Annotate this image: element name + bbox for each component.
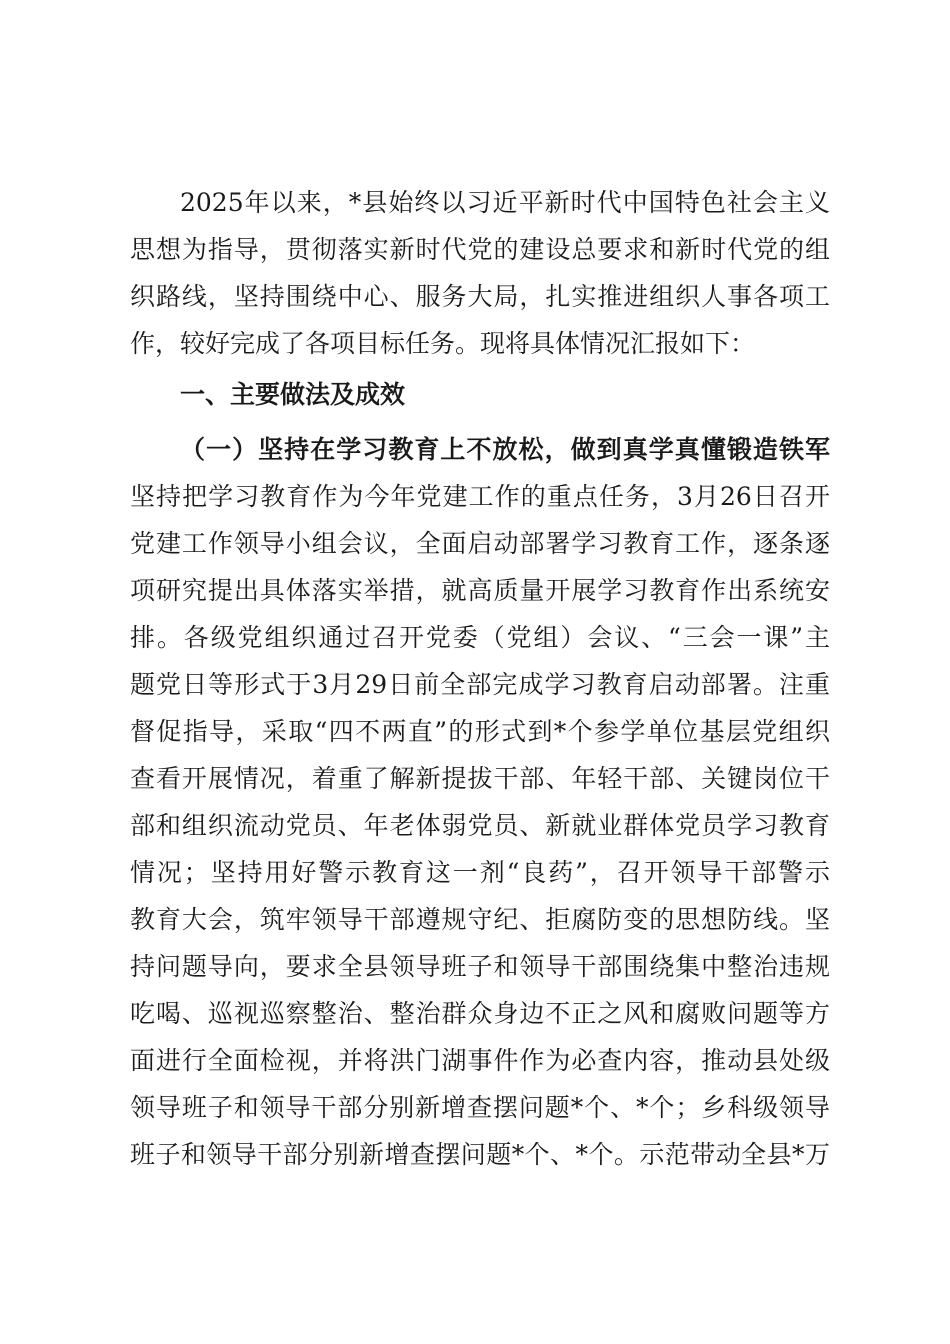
body-line-12: 吃喝、巡视巡察整治、整治群众身边不正之风和腐败问题等方 xyxy=(130,999,830,1028)
intro-line-3: 织路线，坚持围绕中心、服务大局，扎实推进组织人事各项工 xyxy=(130,282,830,311)
intro-line-1: 2025年以来，*县始终以习近平新时代中国特色社会主义 xyxy=(180,188,830,217)
body-line-7: 查看开展情况，着重了解新提拔干部、年轻干部、关键岗位干 xyxy=(130,764,830,793)
body-line-8: 部和组织流动党员、年老体弱党员、新就业群体党员学习教育 xyxy=(130,811,830,840)
intro-line-2: 思想为指导，贯彻落实新时代党的建设总要求和新时代党的组 xyxy=(130,235,830,264)
body-line-10: 教育大会，筑牢领导干部遵规守纪、拒腐防变的思想防线。坚 xyxy=(130,905,830,934)
body-line-6: 督促指导，采取“四不两直”的形式到*个参学单位基层党组织 xyxy=(130,717,830,746)
body-line-9: 情况；坚持用好警示教育这一剂“良药”，召开领导干部警示 xyxy=(130,858,830,887)
body-line-2: 党建工作领导小组会议，全面启动部署学习教育工作，逐条逐 xyxy=(130,529,830,558)
body-line-14: 领导班子和领导干部分别新增查摆问题*个、*个；乡科级领导 xyxy=(130,1093,830,1122)
body-line-5: 题党日等形式于3月29日前全部完成学习教育启动部署。注重 xyxy=(130,670,830,699)
intro-line-4: 作，较好完成了各项目标任务。现将具体情况汇报如下： xyxy=(130,329,756,358)
body-line-15: 班子和领导干部分别新增查摆问题*个、*个。示范带动全县*万 xyxy=(130,1140,830,1169)
body-line-13: 面进行全面检视，并将洪门湖事件作为必查内容，推动县处级 xyxy=(130,1046,830,1075)
subsection-heading: （一）坚持在学习教育上不放松，做到真学真懂锻造铁军 xyxy=(180,435,830,464)
body-line-11: 持问题导向，要求全县领导班子和领导干部围绕集中整治违规 xyxy=(130,952,830,981)
body-line-3: 项研究提出具体落实举措，就高质量开展学习教育作出系统安 xyxy=(130,576,830,605)
section-heading: 一、主要做法及成效 xyxy=(180,380,406,409)
body-line-1: 坚持把学习教育作为今年党建工作的重点任务，3月26日召开 xyxy=(130,482,830,511)
body-line-4: 排。各级党组织通过召开党委（党组）会议、“三会一课”主 xyxy=(130,623,830,652)
